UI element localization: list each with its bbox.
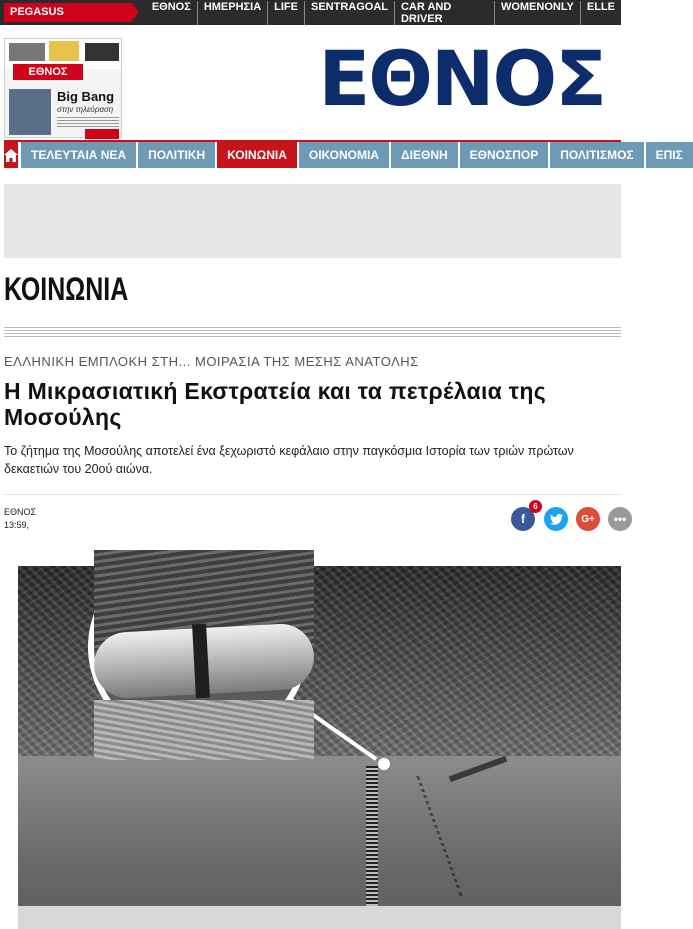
frontpage-text-lines <box>57 117 119 129</box>
network-link-imerisia[interactable]: ΗΜΕΡΗΣΙΑ <box>198 1 268 25</box>
network-link-sentragoal[interactable]: SENTRAGOAL <box>305 1 395 25</box>
frontpage-photo <box>9 43 45 61</box>
inset-ground <box>94 700 314 760</box>
frontpage-photo <box>9 89 51 135</box>
article-kicker: ΕΛΛΗΝΙΚΗ ΕΜΠΛΟΚΗ ΣΤΗ... ΜΟΙΡΑΣΙΑ ΤΗΣ ΜΕΣΗΣ ΑΝΑΤΟΛΗΣ <box>4 354 419 369</box>
hero-bridge <box>366 766 378 929</box>
nav-item-culture[interactable]: ΠΟΛΙΤΙΣΜΟΣ <box>550 142 643 168</box>
article-hero-image <box>18 566 621 929</box>
hero-callout-dot <box>378 758 390 770</box>
nav-item-international[interactable]: ΔΙΕΘΝΗ <box>391 142 458 168</box>
nav-item-sports[interactable]: ΕΘΝΟΣΠΟΡ <box>460 142 549 168</box>
google-plus-share-button[interactable] <box>576 507 600 531</box>
site-logo[interactable]: ΕΘΝΟΣ <box>318 34 605 123</box>
frontpage-subline: στην τηλεόραση <box>57 105 114 114</box>
frontpage-thumbnail[interactable] <box>4 38 122 138</box>
hero-pipeline-inset <box>88 544 308 750</box>
ad-placeholder <box>4 184 621 258</box>
network-link-car-and-driver[interactable]: CAR AND DRIVER <box>395 1 495 25</box>
main-nav <box>4 140 683 168</box>
section-rule <box>4 327 621 337</box>
nav-item-latest[interactable]: ΤΕΛΕΥΤΑΙΑ ΝΕΑ <box>21 142 136 168</box>
frontpage-photo <box>49 41 79 61</box>
frontpage-masthead: ΕΘΝΟΣ <box>13 64 83 80</box>
article-headline: Η Μικρασιατική Εκστρατεία και τα πετρέλαια της Μοσούλης <box>4 378 546 430</box>
more-share-icon: ••• <box>613 512 627 526</box>
network-links <box>146 1 621 25</box>
frontpage-body <box>5 85 123 139</box>
network-bar <box>0 0 621 37</box>
network-brand[interactable]: PEGASUS NETWORK <box>4 3 132 22</box>
twitter-icon <box>550 514 563 525</box>
facebook-icon: f <box>521 512 525 526</box>
nav-item-politics[interactable]: ΠΟΛΙΤΙΚΗ <box>138 142 215 168</box>
home-icon <box>4 149 18 162</box>
nav-item-economy[interactable]: ΟΙΚΟΝΟΜΙΑ <box>299 142 389 168</box>
frontpage-red-box <box>85 129 119 139</box>
network-link-ethnos[interactable]: ΕΘΝΟΣ <box>146 1 198 25</box>
network-link-life[interactable]: LIFE <box>268 1 305 25</box>
nav-item-society[interactable]: ΚΟΙΝΩΝΙΑ <box>217 142 297 168</box>
article-source: ΕΘΝΟΣ <box>4 507 37 517</box>
network-link-elle[interactable]: ELLE <box>586 0 615 13</box>
article-divider <box>4 494 621 495</box>
article-byline <box>4 506 36 532</box>
article-lede: Το ζήτημα της Μοσούλης αποτελεί ένα ξεχωριστό κεφάλαιο στην παγκόσμια Ιστορία των τριών πρώτων δεκαετιών του 20ού αιώνα. <box>4 444 574 476</box>
frontpage-top <box>5 39 121 78</box>
more-share-button[interactable] <box>608 507 632 531</box>
frontpage-headline: Big Bang <box>57 89 115 104</box>
network-link-womenonly[interactable]: WOMENONLY <box>495 1 581 25</box>
twitter-share-button[interactable] <box>544 507 568 531</box>
nav-item-more[interactable]: ΕΠΙΣ <box>646 142 693 168</box>
hero-shore <box>18 906 621 929</box>
facebook-share-count: 6 <box>529 500 542 513</box>
section-title: ΚΟΙΝΩΝΙΑ <box>4 271 129 307</box>
article-time: 13:59, <box>4 520 30 530</box>
home-button[interactable] <box>4 142 18 168</box>
google-plus-icon: G+ <box>581 513 595 525</box>
frontpage-photo <box>85 43 119 61</box>
